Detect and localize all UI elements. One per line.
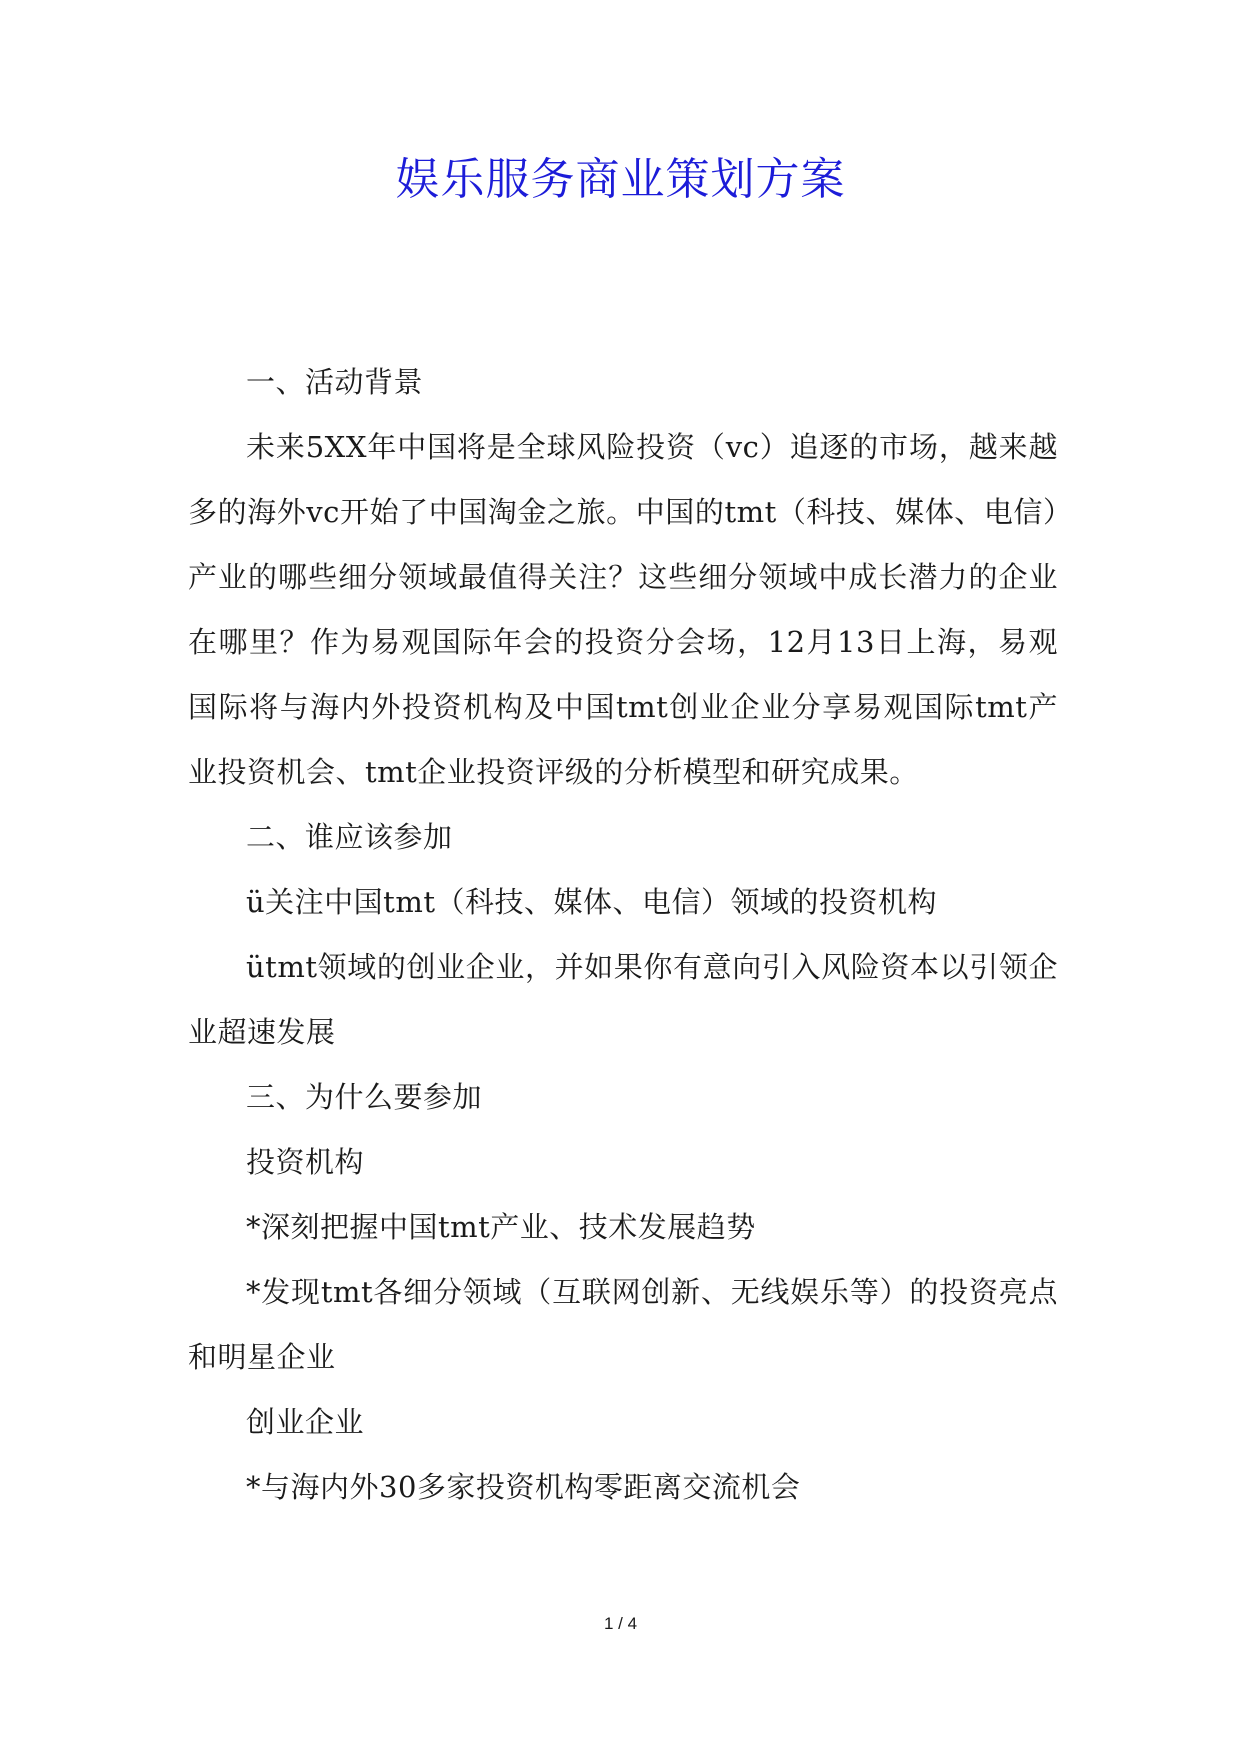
list-item-startups: ütmt领域的创业企业，并如果你有意向引入风险资本以引领企业超速发展 <box>188 950 1058 1049</box>
subheading-startups: 创业企业 <box>246 1405 365 1439</box>
section-heading-who-attend: 二、谁应该参加 <box>246 820 453 854</box>
page-title: 娱乐服务商业策划方案 <box>395 154 846 205</box>
bullet-trend: *深刻把握中国tmt产业、技术发展趋势 <box>246 1210 756 1244</box>
list-item-investors: ü关注中国tmt（科技、媒体、电信）领域的投资机构 <box>246 885 937 919</box>
section-heading-background: 一、活动背景 <box>246 365 424 399</box>
page-number: 1 / 4 <box>603 1614 638 1633</box>
section-heading-why-attend: 三、为什么要参加 <box>246 1080 483 1114</box>
bullet-highlights: *发现tmt各细分领域（互联网创新、无线娱乐等）的投资亮点和明星企业 <box>188 1275 1058 1374</box>
subheading-investors: 投资机构 <box>246 1145 365 1179</box>
document-body <box>188 350 1058 1520</box>
bullet-exchange: *与海内外30多家投资机构零距离交流机会 <box>246 1470 801 1504</box>
paragraph-background: 未来5XX年中国将是全球风险投资（vc）追逐的市场，越来越多的海外vc开始了中国淘金之旅。中国的tmt（科技、媒体、电信）产业的哪些细分领域最值得关注？这些细分领域中成长潜力的企业在哪里？作为易观国际年会的投资分会场，12月13日上海，易观国际将与海内外投资机构及中国tmt创业企业分享易观国际tmt产业投资机会、tmt企业投资评级的分析模型和研究成果。 <box>188 430 1058 789</box>
